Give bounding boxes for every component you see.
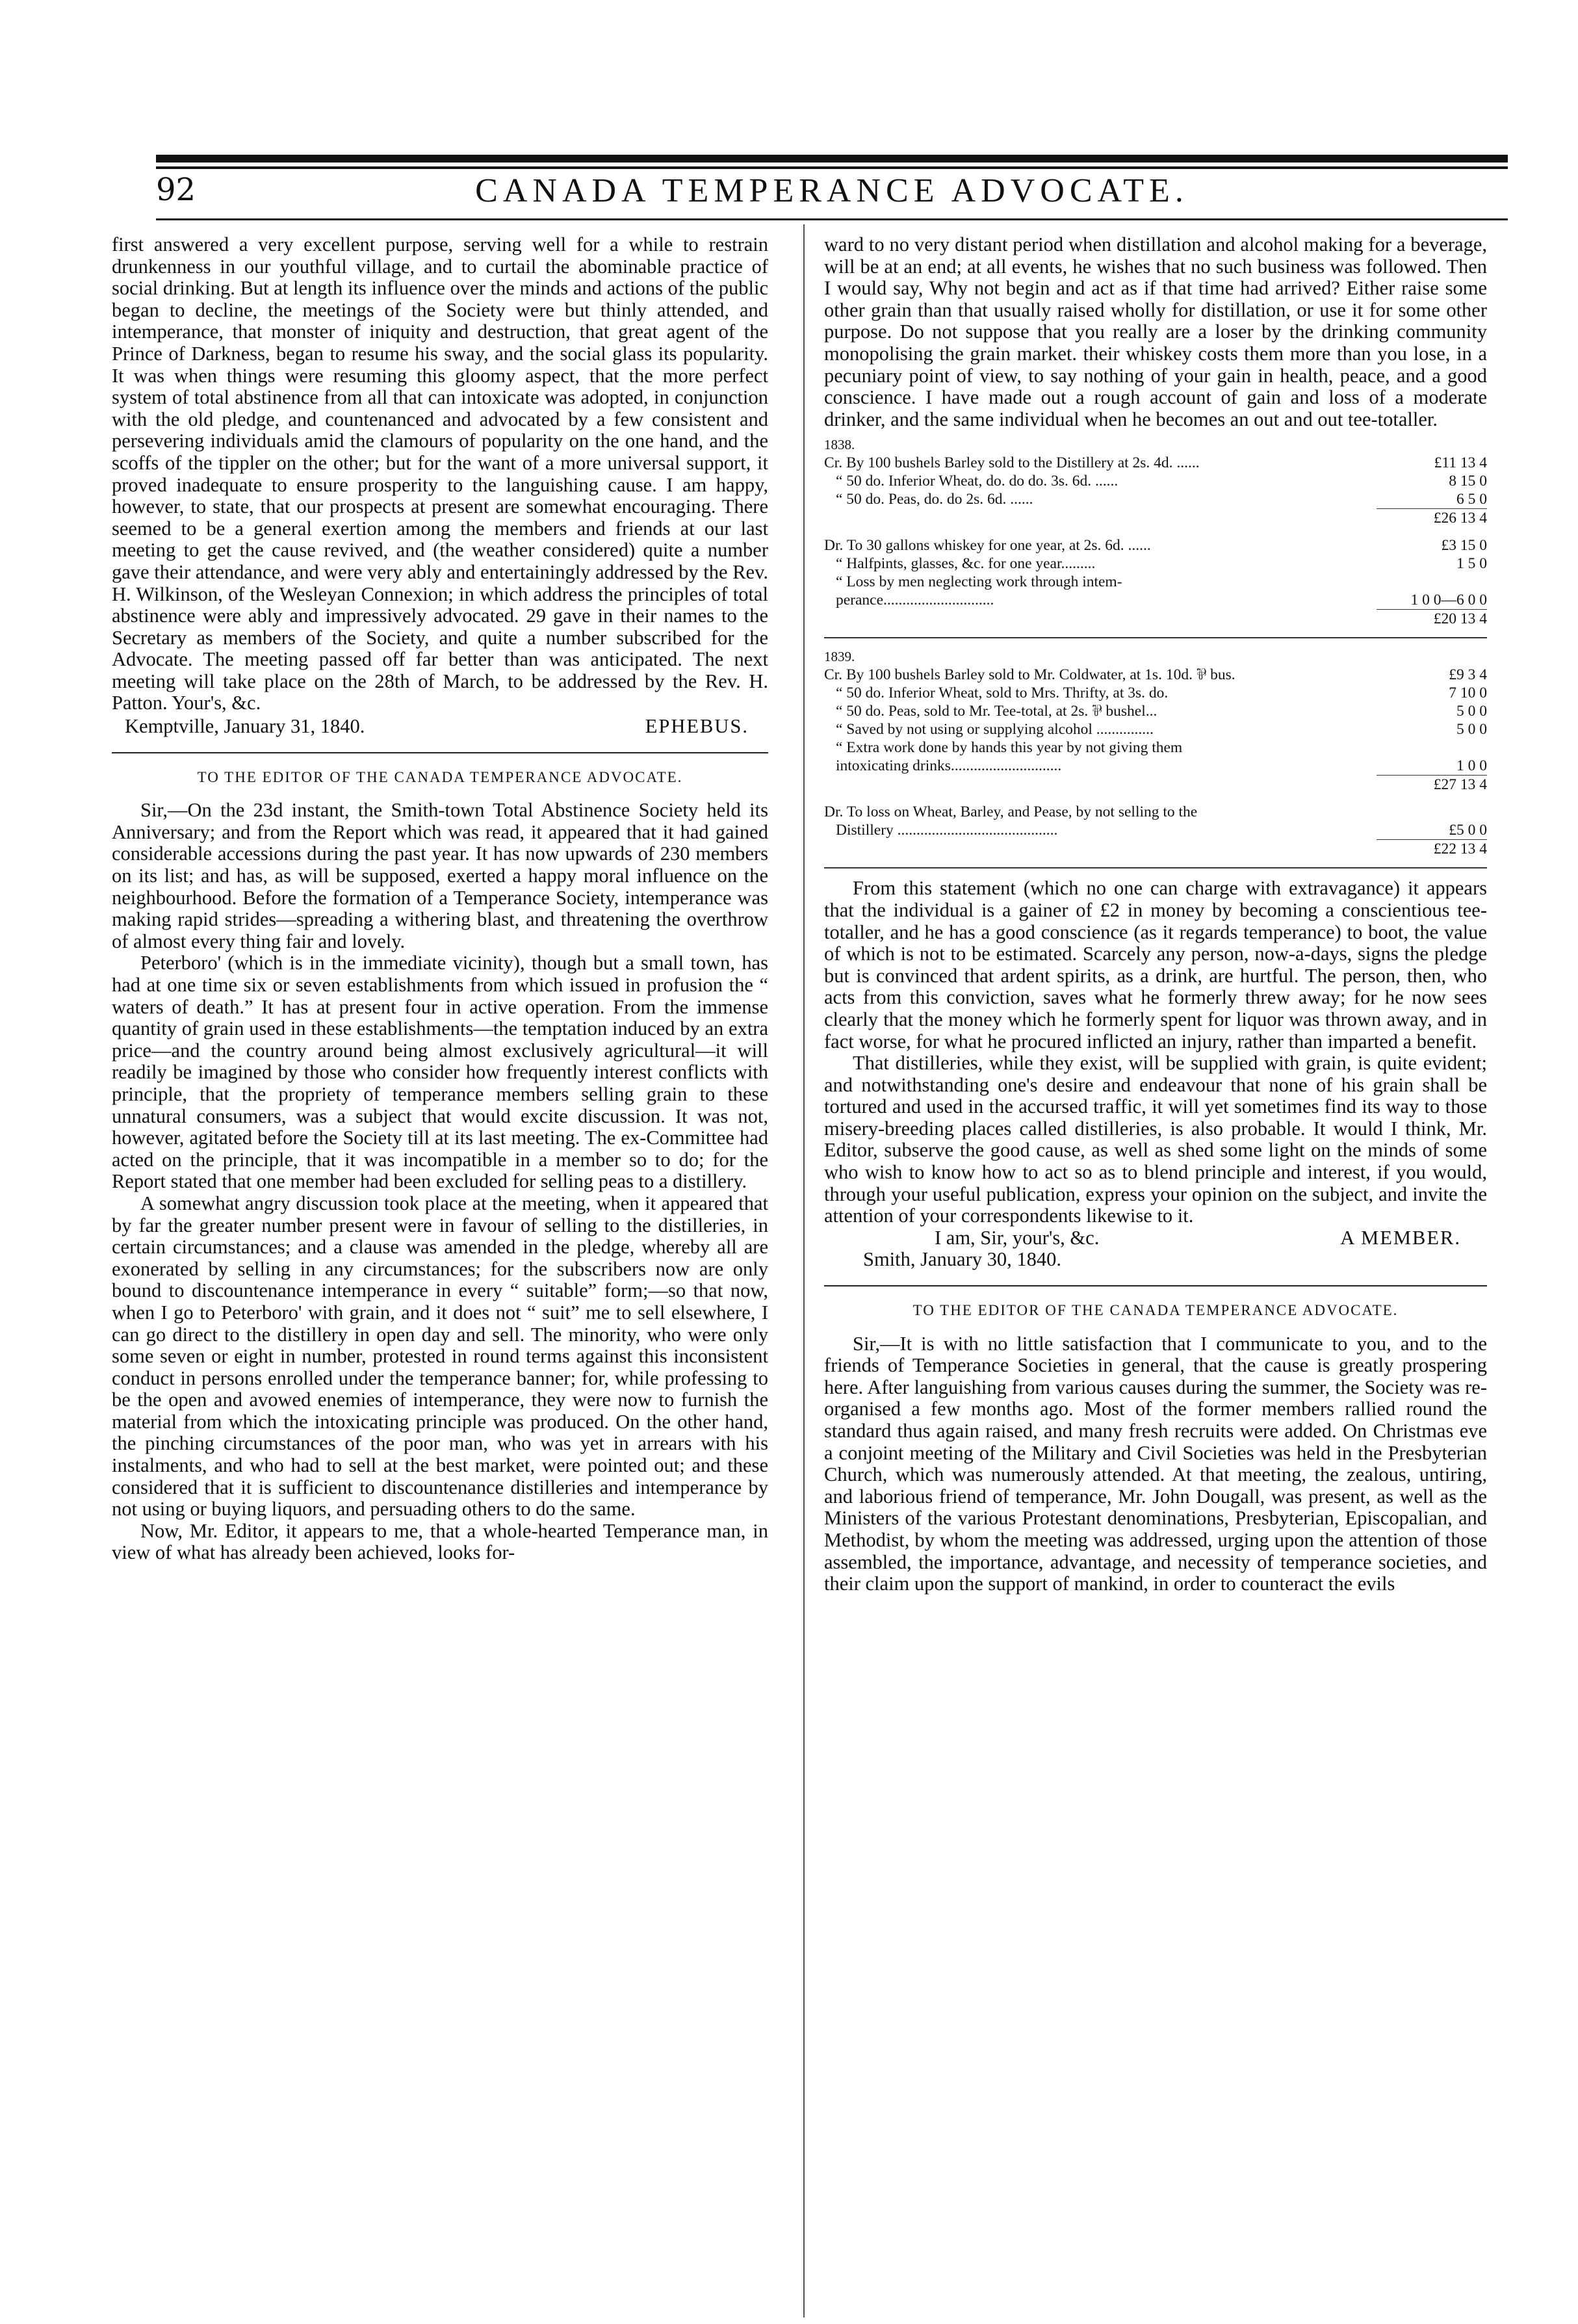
account-row: “ Saved by not using or supplying alcohol ............... 5 0 0 — [836, 721, 1487, 738]
account-row: Dr. To 30 gallons whiskey for one year, at 2s. 6d. ...... £3 15 0 — [824, 537, 1487, 555]
letter2-paragraph: From this statement (which no one can charge with extravagance) it appears that the individual is a gainer of £2 in money by becoming a conscientious tee-totaller, and he has a good conscience (as it regards temperance) to boot, the value of which is not to be estimated. Scarcely any person, now-a-days, signs the pledge but is convinced that ardent spirits, as a drink, are hurtful. The person, then, who acts from this conviction, saves what he formerly threw away; for he now sees clearly that the money which he formerly spent for liquor was thrown away, and in fact worse, for what he procured inflicted an injury, rather than imparted a benefit. — [824, 877, 1487, 1052]
account-year: 1838. — [824, 437, 855, 453]
letter1-place-date: Kemptville, January 31, 1840. — [125, 715, 365, 738]
account-row: intoxicating drinks............................. 1 0 0 — [836, 757, 1487, 775]
account-divider — [824, 867, 1487, 868]
account-total: £27 13 4 — [1377, 775, 1487, 794]
top-rule-thick — [156, 155, 1508, 163]
masthead-title: CANADA TEMPERANCE ADVOCATE. — [475, 172, 1189, 209]
letter2-paragraph: Sir,—On the 23d instant, the Smith-town Total Abstinence Society held its Anniversary; and from the Report which was read, it appeared that it had gained considerable accessions during the past year. It has now upwards of 230 members on its list; and has, as will be supposed, exerted a happy moral influence on the neighbourhood. Before the formation of a Temperance Society, intemperance was making rapid strides—spreading a withering blast, and threatening the overthrow of almost every thing fair and lovely. — [112, 799, 768, 952]
letter2-heading: TO THE EDITOR OF THE CANADA TEMPERANCE ADVOCATE. — [197, 768, 683, 785]
account-total: £20 13 4 — [1377, 609, 1487, 628]
account-row: Dr. To loss on Wheat, Barley, and Pease, by not selling to the — [824, 803, 1198, 821]
column-divider — [803, 224, 805, 2317]
letter2-paragraph: A somewhat angry discussion took place at the meeting, when it appeared that by far the greater number present were in favour of selling to the distilleries, in certain circumstances; and a clause was amended in the pledge, whereby all are exonerated by selling in any circumstances; for the subscribers now are only bound to discountenance intemperance in every “ suitable” form;—so that now, when I go to Peterboro' with grain, and it does not “ suit” me to sell elsewhere, I can go direct to the distillery in open day and sell. The minority, who were only some seven or eight in number, protested in round terms against this inconsistent conduct in persons enrolled under the temperance banner; for, while professing to be the open and avowed enemies of intemperance, they were now to furnish the material from which the intoxicating principle was produced. On the other hand, the pinching circumstances of the poor man, who was yet in arrears with his instalments, and who had to sell at the best market, were pointed out; and these considered that it is sufficient to discountenance distilleries and intemperance by not using or buying liquors, and persuading others to do the same. — [112, 1192, 768, 1521]
letter2-place-date: Smith, January 30, 1840. — [863, 1248, 1061, 1271]
closing-phrase: I am, Sir, your's, &c. — [935, 1226, 1100, 1249]
account-row: “ Loss by men neglecting work through intem- — [836, 573, 1122, 591]
account-row: “ 50 do. Peas, sold to Mr. Tee-total, at 2s. ⅌ bushel... 5 0 0 — [836, 703, 1487, 720]
letter2-paragraph: That distilleries, while they exist, will be supplied with grain, is quite evident; and notwithstanding one's desire and endeavour that none of his grain shall be tortured and used in the accursed traffic, it will yet sometimes find its way to those misery-breeding places called distilleries, is also probable. It would I think, Mr. Editor, subserve the good cause, as well as shed some light on the minds of some who wish to know how to act so as to blend principle and interest, if you would, through your useful publication, express your opinion on the subject, and invite the attention of your correspondents likewise to it. — [824, 1052, 1487, 1227]
account-row: Cr. By 100 bushels Barley sold to the Distillery at 2s. 4d. ...... £11 13 4 — [824, 454, 1487, 472]
account-row: “ 50 do. Inferior Wheat, sold to Mrs. Thrifty, at 3s. do. 7 10 0 — [836, 685, 1487, 702]
page-number: 92 — [156, 172, 196, 208]
letter1-paragraph: first answered a very excellent purpose, serving well for a while to restrain drunkenness in our youthful village, and to curtail the abominable practice of social drinking. But at length its influence over the minds and actions of the public began to decline, the meetings of the Society were but thinly attended, and intemperance, that monster of iniquity and destruction, that great agent of the Prince of Darkness, began to resume his sway, and the social glass its popularity. It was when things were resuming this gloomy aspect, that the more perfect system of total abstinence from all that can intoxicate was adopted, in conjunction with the old pledge, and countenanced and advocated by a few consistent and persevering individuals amid the clamours of popularity on the one hand, and the scoffs of the tippler on the other; but for the want of a more universal support, it proved inadequate to ensure prosperity to the languishing cause. I am happy, however, to state, that our prospects at present are somewhat encouraging. There seemed to be a general exertion among the members and friends at our last meeting to get the cause revived, and (the weather considered) quite a number gave their attendance, and were very ably and entertainingly addressed by the Rev. H. Wilkinson, of the Wesleyan Connexion; in which address the principles of total abstinence were ably and impressively advocated. 29 gave in their names to the Secretary as members of the Society, and quite a number subscribed for the Advocate. The meeting passed off far better than was anticipated. The next meeting will take place on the 28th of March, to be addressed by the Rev. H. Patton. Your's, &c. — [112, 233, 768, 714]
letter2-closing — [824, 1227, 1487, 1249]
left-column — [112, 234, 768, 1564]
section-separator — [112, 752, 768, 753]
letter1-author: EPHEBUS. — [645, 715, 749, 738]
right-column — [824, 234, 1487, 1595]
letter3-paragraph: Sir,—It is with no little satisfaction that I communicate to you, and to the friends of Temperance Societies in general, that the cause is greatly prospering here. After languishing from various causes during the summer, the Society was re-organised a few months ago. Most of the former members rallied round the standard thus again raised, and many fresh recruits were added. On Christmas eve a conjoint meeting of the Military and Civil Societies was held in the Presbyterian Church, which was numerously attended. At that meeting, the zealous, untiring, and laborious friend of temperance, Mr. John Dougall, was present, as well as the Ministers of the various Protestant denominations, Presbyterian, Episcopalian, and Methodist, by whom the meeting was addressed, urging upon the attention of those assembled, the importance, advantage, and necessity of temperance societies, and their claim upon the support of mankind, in order to counteract the evils — [824, 1332, 1487, 1595]
section-separator — [824, 1285, 1487, 1286]
account-row: “ Extra work done by hands this year by not giving them — [836, 739, 1183, 757]
letter2-author: A MEMBER. — [1340, 1226, 1461, 1249]
letter2-paragraph: ward to no very distant period when distillation and alcohol making for a beverage, will be at an end; at all events, he wishes that no such business was followed. Then I would say, Why not begin and act as if that time had arrived? Either raise some other grain than that usually raised wholly for distillation, or use it for some other purpose. Do not suppose that you really are a loser by the drinking community monopolising the grain market. their whiskey costs them more than you lose, in a pecuniary point of view, to say nothing of your gain in health, peace, and a good conscience. I have made out a rough account of gain and loss of a moderate drinker, and the same individual when he becomes an out and out tee-totaller. — [824, 233, 1487, 430]
letter3-heading: TO THE EDITOR OF THE CANADA TEMPERANCE ADVOCATE. — [912, 1302, 1399, 1319]
page-header — [156, 168, 1508, 220]
account-row: “ 50 do. Peas, do. do 2s. 6d. ...... 6 5 0 — [836, 491, 1487, 508]
account-row: “ Halfpints, glasses, &c. for one year......... 1 5 0 — [836, 555, 1487, 573]
letter1-signature — [112, 716, 768, 738]
account-row: Cr. By 100 bushels Barley sold to Mr. Coldwater, at 1s. 10d. ⅌ bus. £9 3 4 — [824, 666, 1487, 684]
account-row: “ 50 do. Inferior Wheat, do. do do. 3s. 6d. ...... 8 15 0 — [836, 473, 1487, 490]
account-total: £22 13 4 — [1377, 839, 1487, 858]
account-row: Distillery .......................................... £5 0 0 — [836, 822, 1487, 839]
account-1838 — [824, 436, 1487, 638]
account-year: 1839. — [824, 649, 855, 665]
letter2-paragraph: Peterboro' (which is in the immediate vicinity), though but a small town, has had at one time six or seven establishments from which issued in profusion the “ waters of death.” It has at present four in active operation. From the immense quantity of grain used in these establishments—the temptation induced by an extra price—and the country around being almost exclusively agricultural—it will readily be imagined by those who consider how frequently interest conflicts with principle, that the propriety of temperance members selling grain to these unnatural consumers, was a subject that would excite discussion. It was not, however, agitated before the Society till at its last meeting. The ex-Committee had acted on the principle, that it was incompatible in a member so to do; for the Report stated that one member had been excluded for selling peas to a distillery. — [112, 952, 768, 1193]
account-row: perance............................. 1 0 0—6 0 0 — [836, 592, 1487, 609]
account-total: £26 13 4 — [1377, 508, 1487, 527]
header-rule — [156, 218, 1508, 220]
account-1839 — [824, 647, 1487, 868]
letter2-paragraph: Now, Mr. Editor, it appears to me, that a whole-hearted Temperance man, in view of what has already been achieved, looks for- — [112, 1519, 768, 1564]
account-divider — [824, 637, 1487, 638]
